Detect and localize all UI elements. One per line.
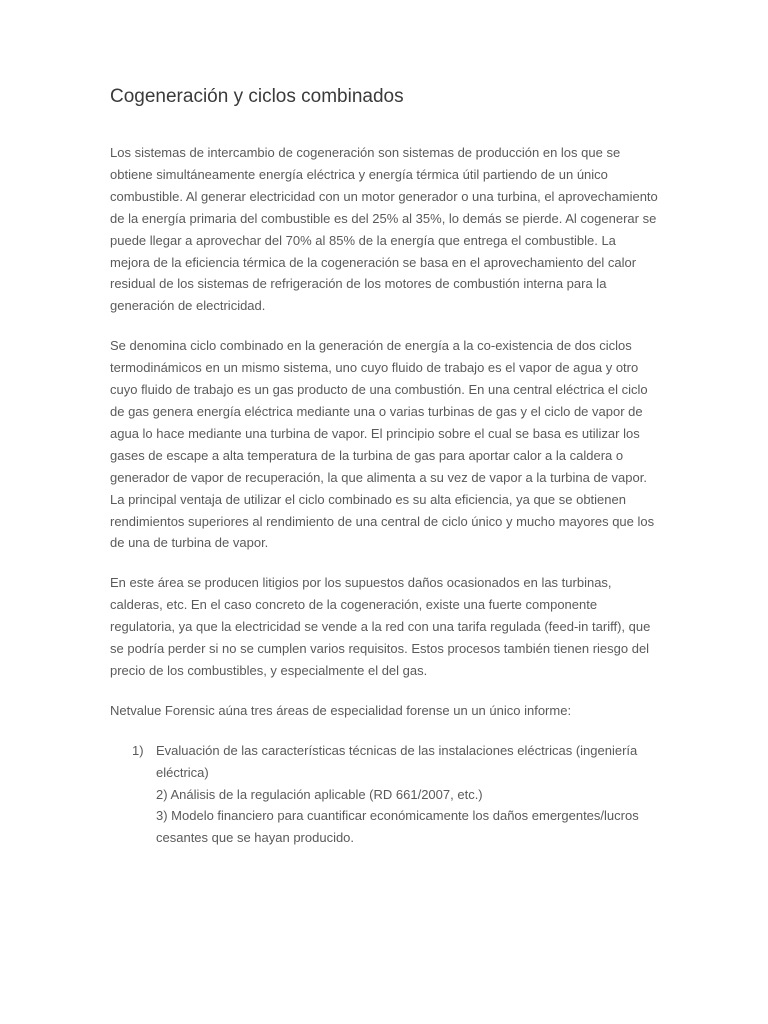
paragraph-netvalue-intro: Netvalue Forensic aúna tres áreas de especialidad forense un un único informe: xyxy=(110,702,572,718)
specialty-list xyxy=(110,740,658,850)
document-title: Cogeneración y ciclos combinados xyxy=(110,86,404,107)
list-line-ingenieria: Evaluación de las características técnicas de las instalaciones eléctricas (ingeniería eléctrica) xyxy=(156,742,638,780)
list-line-modelo-financiero: 3) Modelo financiero para cuantificar económicamente los daños emergentes/lucros cesantes que se hayan producido. xyxy=(156,808,639,846)
list-marker: 1) xyxy=(132,742,144,758)
list-item xyxy=(110,740,658,850)
document-page xyxy=(110,84,658,849)
paragraph-cogeneracion: Los sistemas de intercambio de cogeneración son sistemas de producción en los que se obtiene simultáneamente energía eléctrica y energía térmica útil partiendo de un único combustible. Al generar electricidad con un motor generador o una turbina, el aprovechamiento de la energía primaria del combustible es del 25% al 35%, lo demás se pierde. Al cogenerar se puede llegar a aprovechar del 70% al 85% de la energía que entrega el combustible. La mejora de la eficiencia térmica de la cogeneración se basa en el aprovechamiento del calor residual de los sistemas de refrigeración de los motores de combustión interna para la generación de electricidad. xyxy=(110,145,658,314)
list-line-regulacion: 2) Análisis de la regulación aplicable (RD 661/2007, etc.) xyxy=(156,786,483,802)
paragraph-litigios: En este área se producen litigios por los supuestos daños ocasionados en las turbinas, calderas, etc. En el caso concreto de la cogeneración, existe una fuerte componente regulatoria, ya que la electricidad se vende a la red con una tarifa regulada (feed-in tariff), que se podría perder si no se cumplen varios requisitos. Estos procesos también tienen riesgo del precio de los combustibles, y especialmente el del gas. xyxy=(110,575,651,678)
paragraph-ciclo-combinado: Se denomina ciclo combinado en la generación de energía a la co-existencia de dos ciclos termodinámicos en un mismo sistema, uno cuyo fluido de trabajo es el vapor de agua y otro cuyo fluido de trabajo es un gas producto de una combustión. En una central eléctrica el ciclo de gas genera energía eléctrica mediante una o varias turbinas de gas y el ciclo de vapor de agua lo hace mediante una turbina de vapor. El principio sobre el cual se basa es utilizar los gases de escape a alta temperatura de la turbina de gas para aportar calor a la caldera o generador de vapor de recuperación, la que alimenta a su vez de vapor a la turbina de vapor. La principal ventaja de utilizar el ciclo combinado es su alta eficiencia, ya que se obtienen rendimientos superiores al rendimiento de una central de ciclo único y mucho mayores que los de una de turbina de vapor. xyxy=(110,338,655,551)
